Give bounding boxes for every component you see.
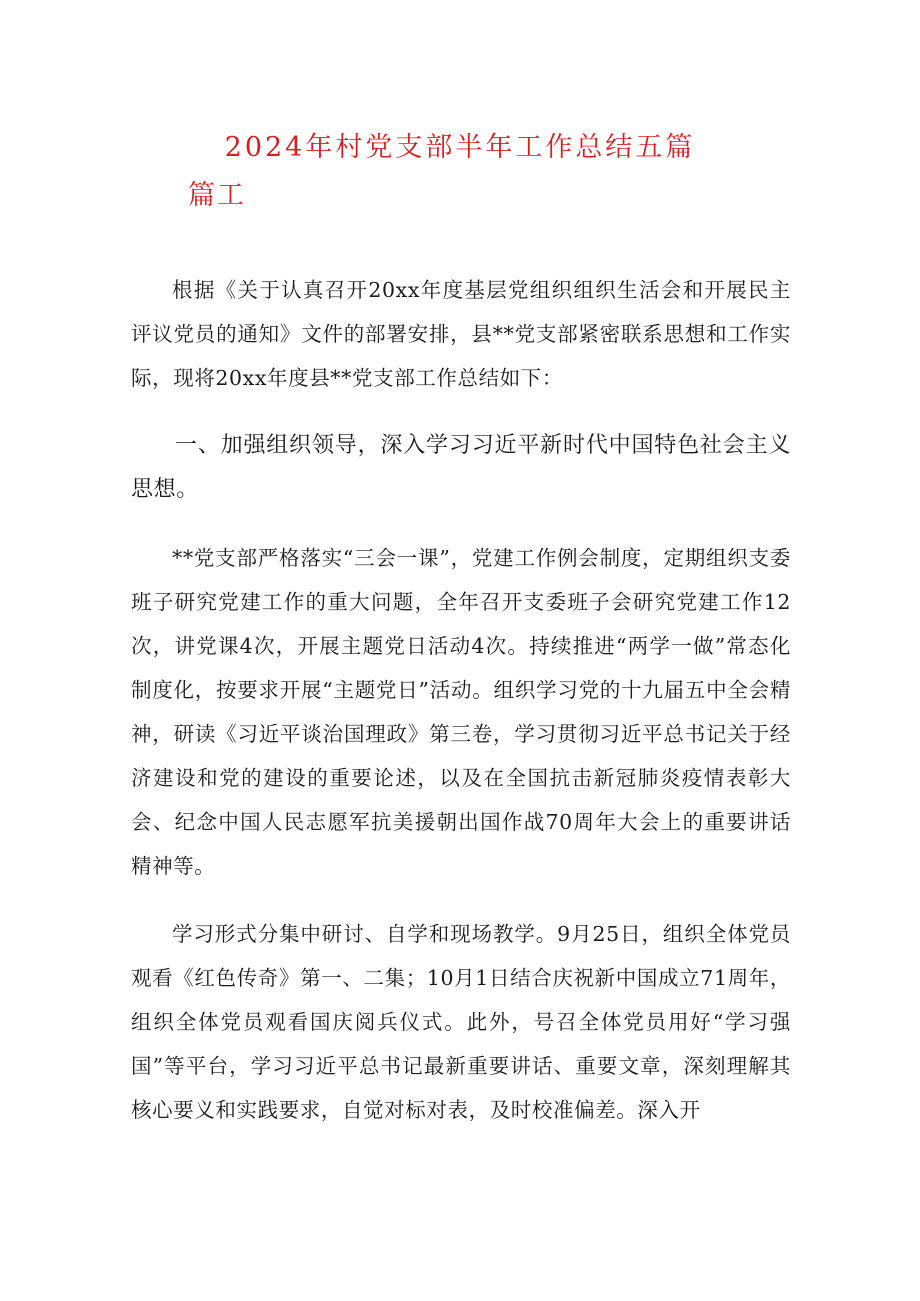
document-title: 2024年村党支部半年工作总结五篇 <box>224 132 696 163</box>
paragraph-study-forms: 学习形式分集中研讨、自学和现场教学。9月25日，组织全体党员观看《红色传奇》第一、二集；10月1日结合庆祝新中国成立71周年，组织全体党员观看国庆阅兵仪式。此外，号召全体党员用好“学习强国”等平台，学习习近平总书记最新重要讲话、重要文章，深刻理解其核心要义和实践要求，自觉对标对表，及时校准偏差。深入开 <box>131 922 791 1122</box>
paragraph-intro: 根据《关于认真召开20xx年度基层党组织组织生活会和开展民主评议党员的通知》文件的部署安排，县**党支部紧密联系思想和工作实际，现将20xx年度县**党支部工作总结如下： <box>131 278 791 390</box>
section-label: 篇工 <box>188 180 246 211</box>
section-heading-1: 一、加强组织领导，深入学习习近平新时代中国特色社会主义思想。 <box>131 433 791 502</box>
paragraph-study-activities: **党支部严格落实“三会一课”，党建工作例会制度，定期组织支委班子研究党建工作的重大问题，全年召开支委班子会研究党建工作12次，讲党课4次，开展主题党日活动4次。持续推进“两学一做”常态化制度化，按要求开展“主题党日”活动。组织学习党的十九届五中全会精神，研读《习近平谈治国理政》第三卷，学习贯彻习近平总书记关于经济建设和党的建设的重要论述，以及在全国抗击新冠肺炎疫情表彰大会、纪念中国人民志愿军抗美援朝出国作战70周年大会上的重要讲话精神等。 <box>131 546 791 878</box>
document-body <box>131 268 791 1156</box>
